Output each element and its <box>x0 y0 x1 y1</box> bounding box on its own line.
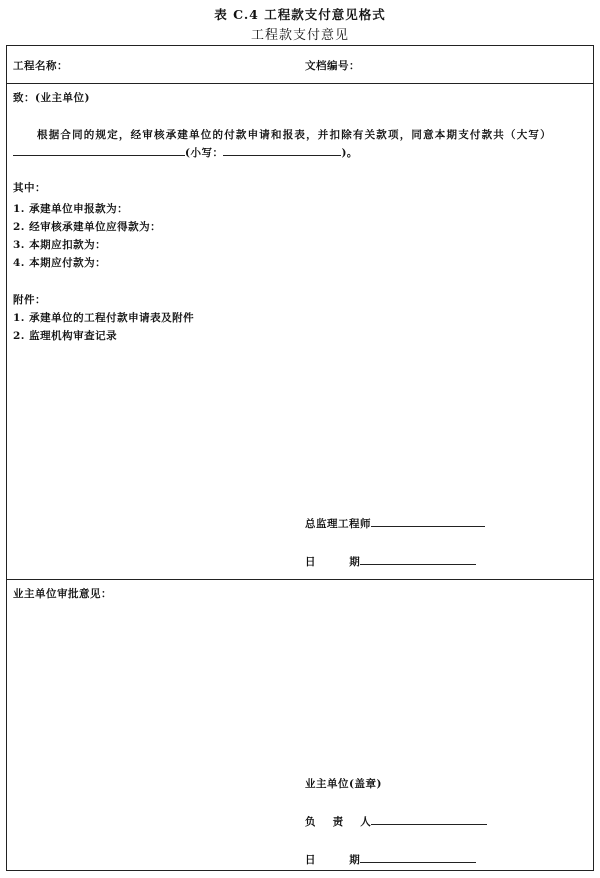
attachment-2: 2. 监理机构审查记录 <box>13 330 118 342</box>
approval-date-blank[interactable] <box>360 852 476 863</box>
form-title: 工程款支付意见 <box>250 28 349 43</box>
responsible-person-blank[interactable] <box>371 814 487 825</box>
attachments-label: 附件： <box>13 294 46 306</box>
amount-small-blank[interactable] <box>223 145 341 156</box>
owner-approval-label: 业主单位审批意见： <box>13 588 112 600</box>
attachment-1: 1. 承建单位的工程付款申请表及附件 <box>13 312 195 324</box>
form-frame <box>6 45 594 871</box>
chief-engineer-label: 总监理工程师 <box>305 518 371 530</box>
responsible-person-label: 负 责 人 <box>305 816 372 828</box>
chief-engineer-signature-blank[interactable] <box>371 516 485 527</box>
owner-seal-label: 业主单位(盖章) <box>305 778 382 790</box>
addressee-label: 致：(业主单位) <box>13 92 90 104</box>
approval-date-line <box>305 852 476 867</box>
among-label: 其中： <box>13 182 46 194</box>
chief-engineer-line <box>305 516 485 531</box>
engineer-date-blank[interactable] <box>360 554 476 565</box>
approval-date-label: 日 期 <box>305 854 361 866</box>
project-name-label: 工程名称： <box>13 60 68 72</box>
engineer-date-label: 日 期 <box>305 556 361 568</box>
opinion-body-text: 根据合同的规定，经审核承建单位的付款申请和报表，并扣除有关款项，同意本期支付款共（大写） <box>37 129 552 141</box>
header-row-divider <box>7 83 593 84</box>
approval-section-divider <box>7 579 593 580</box>
payment-item-1: 1. 承建单位申报款为： <box>13 203 129 215</box>
engineer-date-line <box>305 554 476 569</box>
amount-line <box>13 145 358 160</box>
amount-small-open: (小写： <box>185 147 224 159</box>
payment-item-2: 2. 经审核承建单位应得款为： <box>13 221 162 233</box>
payment-item-3: 3. 本期应扣款为： <box>13 239 107 251</box>
table-caption: 表 C.4 工程款支付意见格式 <box>214 7 386 22</box>
responsible-person-line <box>305 814 487 829</box>
amount-small-close: )。 <box>341 147 358 159</box>
amount-capital-blank[interactable] <box>13 145 185 156</box>
document-number-label: 文档编号： <box>305 60 360 72</box>
payment-item-4: 4. 本期应付款为： <box>13 257 107 269</box>
